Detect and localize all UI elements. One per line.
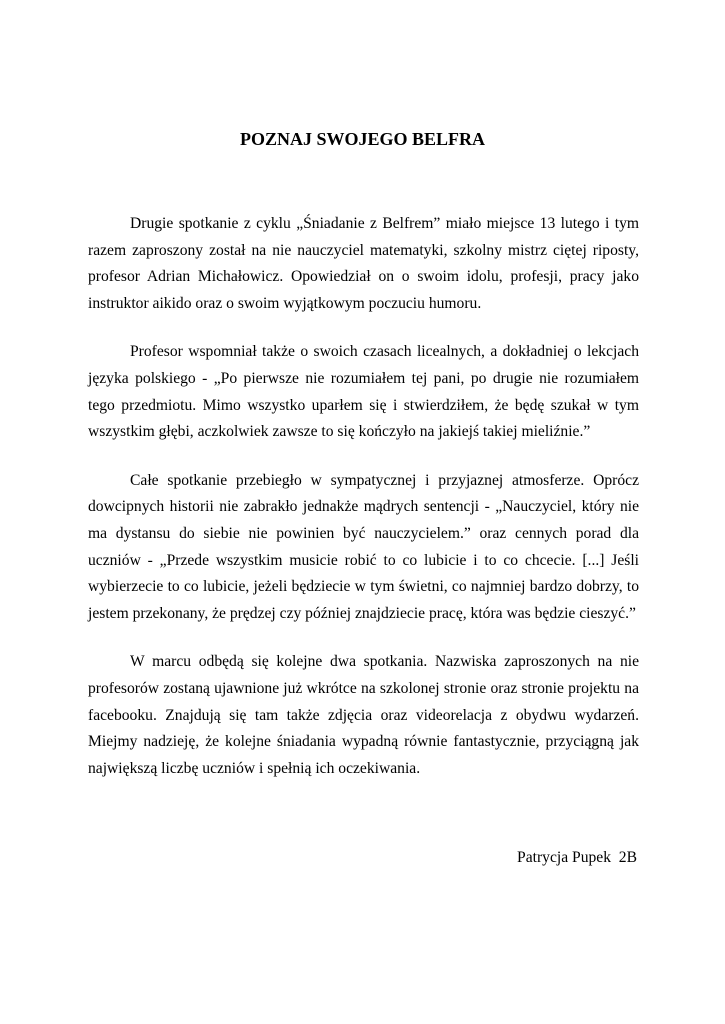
paragraph-1: Drugie spotkanie z cyklu „Śniadanie z Belfrem” miało miejsce 13 lutego i tym razem zaproszony został na nie nauczyciel matematyki, szkolny mistrz ciętej riposty, profesor Adrian Michałowicz. Opowiedział on o swoim idolu, profesji, pracy jako instruktor aikido oraz o swoim wyjątkowym poczuciu humoru. bbox=[88, 215, 639, 312]
document-title: POZNAJ SWOJEGO BELFRA bbox=[239, 129, 486, 149]
article-body bbox=[88, 211, 639, 804]
author-signature: Patrycja Pupek 2B bbox=[517, 849, 637, 866]
paragraph-3: Całe spotkanie przebiegło w sympatycznej i przyjaznej atmosferze. Oprócz dowcipnych historii nie zabrakło jednakże mądrych sentencji - „Nauczyciel, który nie ma dystansu do siebie nie powinien być nauczycielem.” oraz cennych porad dla uczniów - „Przede wszystkim musicie robić to co lubicie i to co chcecie. [...] Jeśli wybierzecie to co lubicie, jeżeli będziecie w tym świetni, co najmniej bardzo dobrzy, to jestem przekonany, że prędzej czy później znajdziecie pracę, która was będzie cieszyć.” bbox=[88, 471, 639, 622]
paragraph-4: W marcu odbędą się kolejne dwa spotkania. Nazwiska zaproszonych na nie profesorów zostaną ujawnione już wkrótce na szkolonej stronie oraz stronie projektu na facebooku. Znajdują się tam także zdjęcia oraz videorelacja z obydwu wydarzeń. Miejmy nadzieję, że kolejne śniadania wypadną równie fantastycznie, przyciągną jak największą liczbę uczniów i spełnią ich oczekiwania. bbox=[88, 653, 639, 777]
paragraph-2: Profesor wspomniał także o swoich czasach licealnych, a dokładniej o lekcjach języka polskiego - „Po pierwsze nie rozumiałem tej pani, po drugie nie rozumiałem tego przedmiotu. Mimo wszystko uparłem się i stwierdziłem, że będę szukał w tym wszystkim głębi, aczkolwiek zawsze to się kończyło na jakiejś takiej mieliźnie.” bbox=[88, 343, 639, 441]
